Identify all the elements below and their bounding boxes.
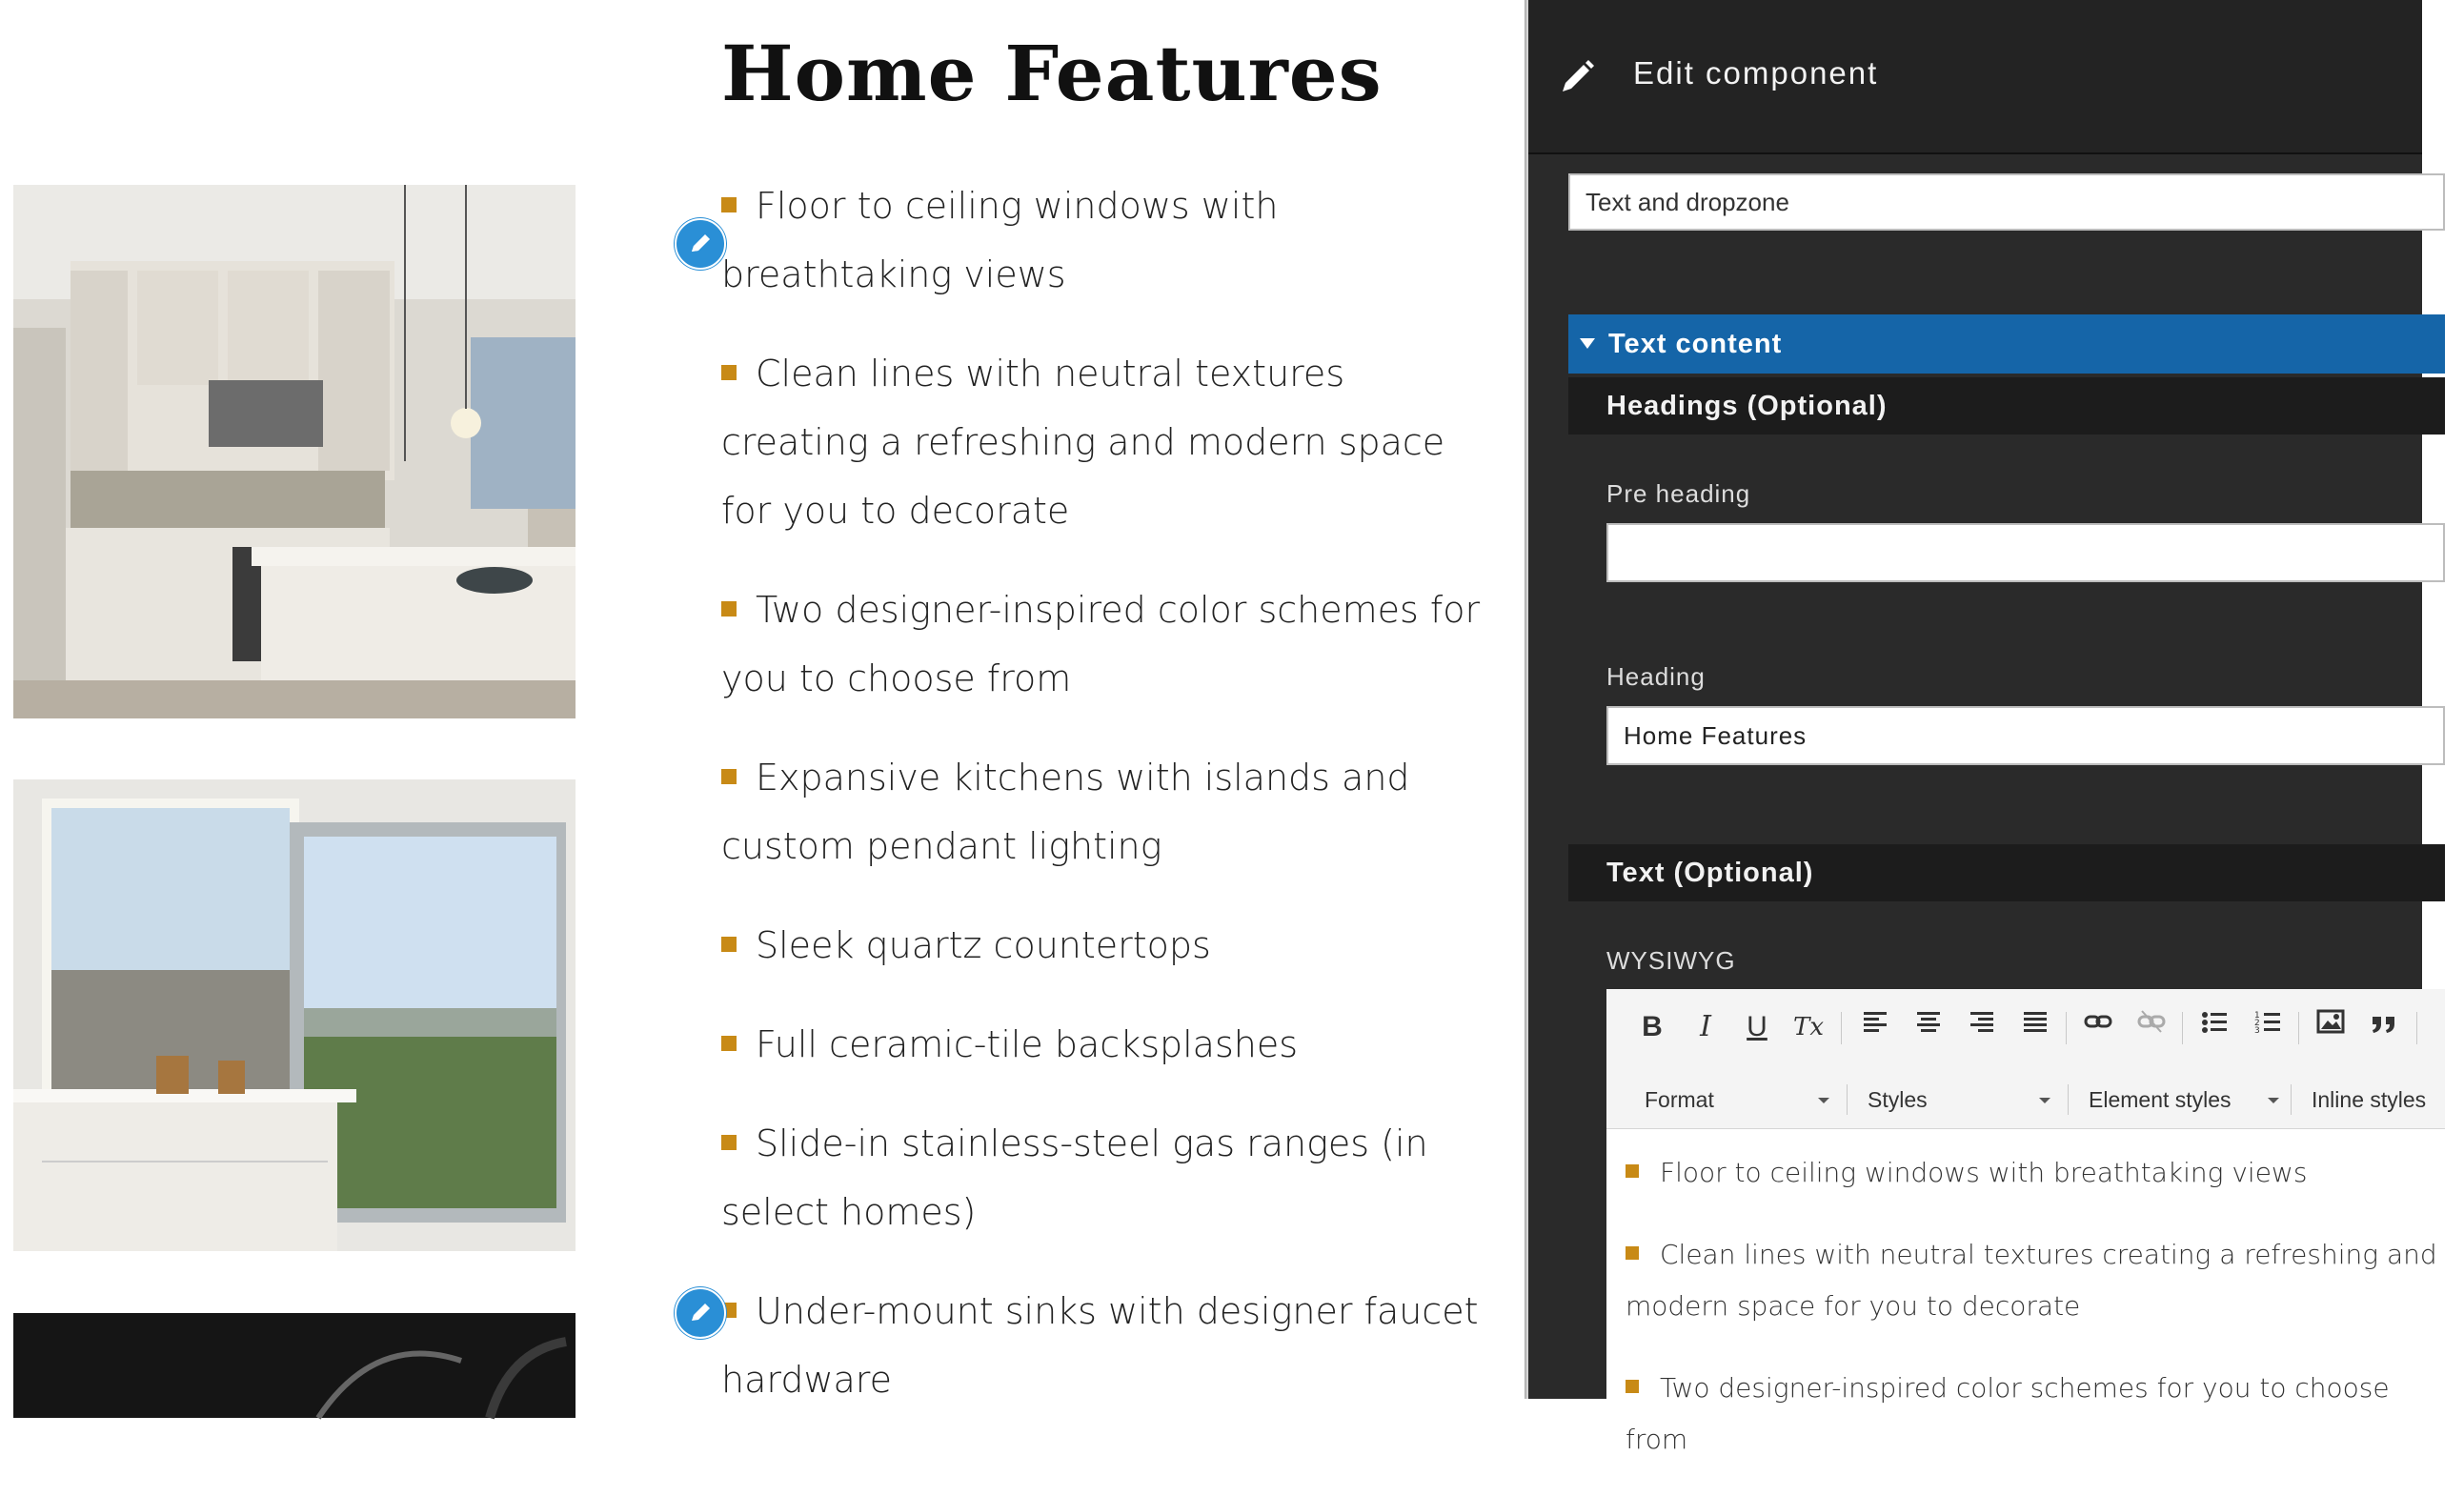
features-list xyxy=(721,172,1484,1445)
bullet-icon xyxy=(1626,1164,1639,1178)
align-right-button[interactable] xyxy=(1961,1006,2003,1048)
list-item: Clean lines with neutral textures creating a refreshing and modern space for you to decorate xyxy=(721,353,1445,532)
toolbar-separator xyxy=(2068,1084,2069,1115)
remove-format-button[interactable]: Tx xyxy=(1792,1013,1824,1041)
editor-content[interactable] xyxy=(1606,1128,2445,1455)
bullet-icon xyxy=(1626,1380,1639,1393)
list-item: Floor to ceiling windows with breathtaking views xyxy=(721,185,1279,295)
align-left-icon xyxy=(1861,1007,1889,1036)
edit-pencil-button[interactable] xyxy=(675,1287,726,1339)
align-justify-button[interactable] xyxy=(2014,1006,2056,1048)
underline-button[interactable]: U xyxy=(1747,1011,1767,1042)
unlink-icon xyxy=(2136,1007,2167,1036)
bathroom-photo xyxy=(13,779,576,1251)
kitchen-photo xyxy=(13,185,576,718)
caret-down-icon xyxy=(2268,1098,2279,1103)
toolbar-separator xyxy=(2291,1084,2292,1115)
bullet-icon xyxy=(721,1036,737,1051)
quote-icon xyxy=(2369,1007,2399,1036)
wysiwyg-editor[interactable] xyxy=(1606,989,2445,1455)
list-item: Under-mount sinks with designer faucet hardware xyxy=(721,1290,1479,1401)
bullet-icon xyxy=(1626,1246,1639,1260)
bullet-icon xyxy=(721,937,737,952)
toolbar-separator xyxy=(2066,1012,2067,1044)
link-button[interactable] xyxy=(2077,1006,2119,1048)
numbered-list-button[interactable] xyxy=(2247,1006,2289,1048)
insert-image-button[interactable] xyxy=(2310,1006,2352,1048)
toolbar-separator xyxy=(1841,1012,1842,1044)
unlink-button[interactable] xyxy=(2131,1006,2172,1048)
editor-list xyxy=(1626,1147,2445,1496)
toolbar-separator xyxy=(2298,1012,2299,1044)
list-item: Sleek quartz countertops xyxy=(721,911,1484,980)
pencil-icon xyxy=(677,1289,724,1337)
bold-button[interactable]: B xyxy=(1642,1011,1663,1042)
pencil-icon xyxy=(677,220,724,268)
bullet-icon xyxy=(721,769,737,784)
text-content-section-toggle[interactable] xyxy=(1568,314,2445,374)
page-title: Home Features xyxy=(721,29,1383,118)
align-justify-icon xyxy=(2021,1007,2050,1036)
subsection-label: Text (Optional) xyxy=(1606,858,1814,888)
text-subsection xyxy=(1568,844,2445,901)
toolbar-separator xyxy=(1847,1084,1848,1115)
component-type-select[interactable]: Text and dropzone xyxy=(1568,173,2445,231)
pre-heading-label: Pre heading xyxy=(1606,479,1751,508)
subsection-label: Headings (Optional) xyxy=(1606,391,1888,421)
numbered-list-icon xyxy=(2253,1007,2282,1036)
heading-label: Heading xyxy=(1606,662,1706,691)
caret-down-icon xyxy=(2039,1098,2050,1103)
svg-text:3: 3 xyxy=(2254,1026,2260,1036)
italic-button[interactable]: I xyxy=(1700,1010,1711,1043)
toolbar-separator xyxy=(2416,1012,2417,1044)
editor-toolbar xyxy=(1606,989,2445,1129)
styles-dropdown[interactable]: Styles xyxy=(1868,1081,2058,1119)
list-item: Clean lines with neutral textures creating a refreshing and modern space for you to decorate xyxy=(1626,1239,2437,1322)
inline-styles-dropdown[interactable]: Inline styles xyxy=(2312,1087,2427,1112)
link-icon xyxy=(2083,1007,2113,1036)
list-item: Floor to ceiling windows with breathtaking views xyxy=(1626,1147,2445,1199)
align-center-icon xyxy=(1914,1007,1943,1036)
bullet-icon xyxy=(721,1135,737,1150)
panel-header xyxy=(1528,0,2422,154)
section-label: Text content xyxy=(1608,329,1783,359)
align-left-button[interactable] xyxy=(1854,1006,1896,1048)
headings-subsection xyxy=(1568,377,2445,435)
bullet-icon xyxy=(721,601,737,617)
bulleted-list-button[interactable] xyxy=(2193,1006,2235,1048)
align-right-icon xyxy=(1968,1007,1996,1036)
image-icon xyxy=(2315,1007,2346,1036)
list-item: Full ceramic-tile backsplashes xyxy=(721,1010,1484,1079)
align-center-button[interactable] xyxy=(1908,1006,1949,1048)
heading-input[interactable]: Home Features xyxy=(1606,706,2445,765)
pencil-icon xyxy=(1559,57,1597,95)
edit-pencil-button[interactable] xyxy=(675,218,726,270)
caret-down-icon xyxy=(1818,1098,1829,1103)
list-item: Two designer-inspired color schemes for you to choose from xyxy=(1626,1372,2390,1455)
list-item: Expansive kitchens with islands and custom pendant lighting xyxy=(721,757,1410,867)
format-dropdown[interactable]: Format xyxy=(1645,1081,1835,1119)
toolbar-separator xyxy=(2182,1012,2183,1044)
blockquote-button[interactable] xyxy=(2363,1006,2405,1048)
wysiwyg-label: WYSIWYG xyxy=(1606,946,1736,975)
bulleted-list-icon xyxy=(2200,1007,2229,1036)
svg-text:2: 2 xyxy=(2254,1019,2260,1028)
panel-title: Edit component xyxy=(1633,55,1879,91)
element-styles-dropdown[interactable]: Element styles xyxy=(2089,1081,2279,1119)
faucet-photo xyxy=(13,1313,576,1418)
bullet-icon xyxy=(721,365,737,380)
caret-down-icon xyxy=(1580,338,1595,349)
bullet-icon xyxy=(721,197,737,212)
pre-heading-input[interactable] xyxy=(1606,523,2445,582)
svg-text:1: 1 xyxy=(2254,1011,2260,1021)
list-item: Slide-in stainless-steel gas ranges (in select homes) xyxy=(721,1122,1428,1233)
edit-panel xyxy=(1528,0,2437,1455)
list-item: Two designer-inspired color schemes for you to choose from xyxy=(721,589,1481,699)
